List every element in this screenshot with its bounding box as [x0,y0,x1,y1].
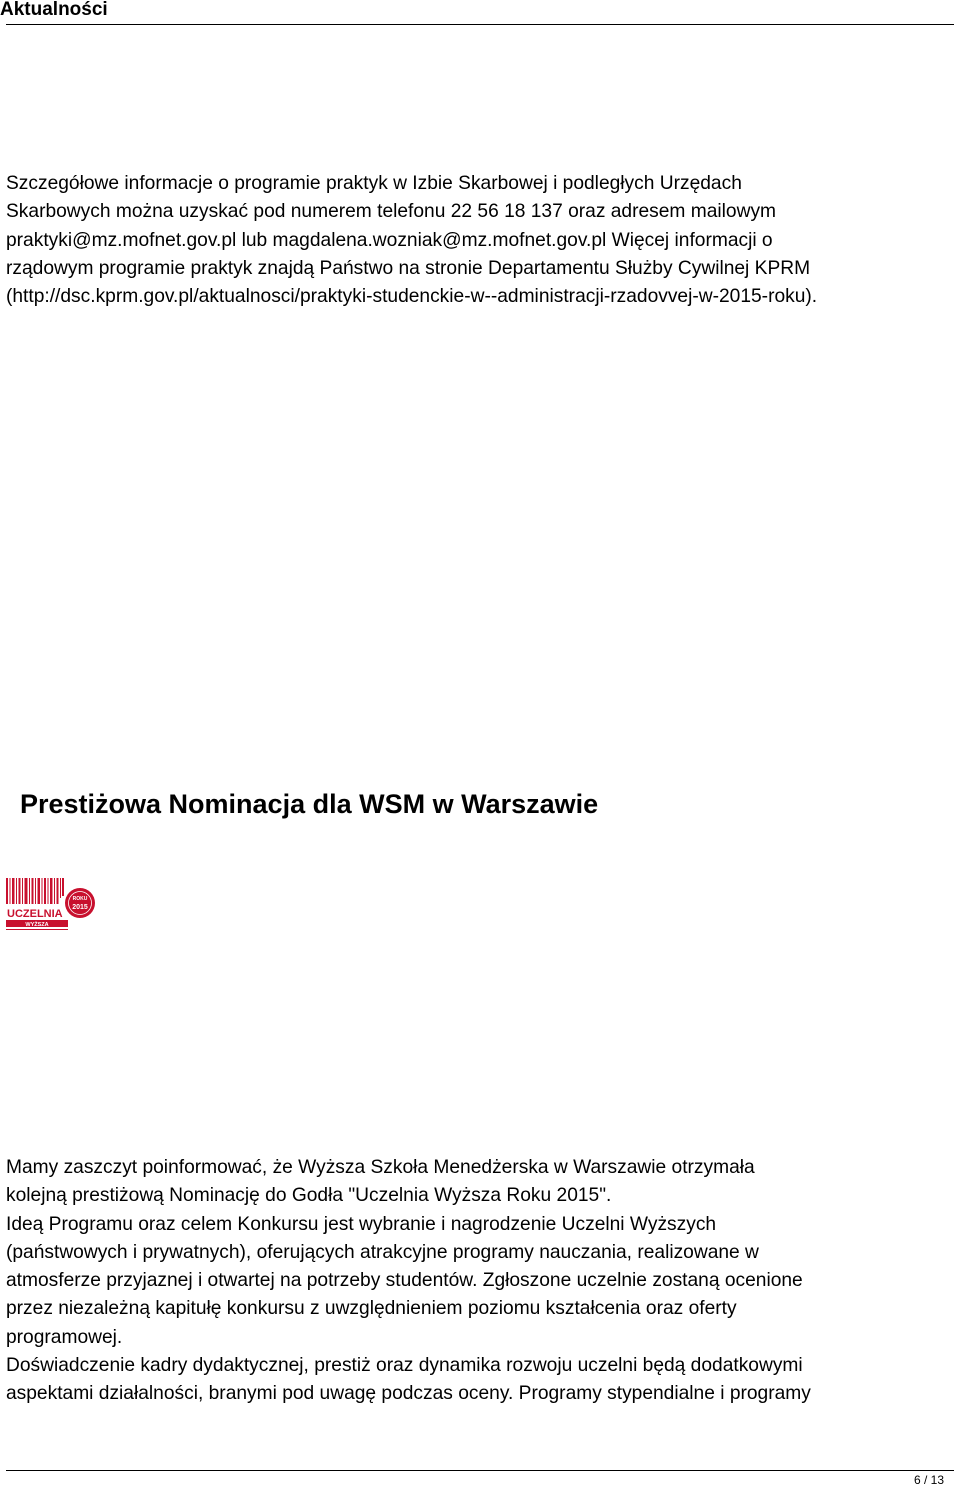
article-title: Prestiżowa Nominacja dla WSM w Warszawie [20,789,599,819]
logo-text-sub: WYŻSZA [25,922,49,928]
article-body-paragraph [6,1154,956,1409]
paragraph-line: kolejną prestiżową Nominację do Godła "Uczelnia Wyższa Roku 2015". [6,1185,612,1207]
logo-badge-year: 2015 [72,904,88,911]
paragraph-line: Doświadczenie kadry dydaktycznej, prestiż oraz dynamika rozwoju uczelni będą dodatkowymi [6,1355,803,1377]
paragraph-line: rządowym programie praktyk znajdą Państwo na stronie Departamentu Służby Cywilnej KPRM [6,257,811,279]
paragraph-line: Mamy zaszczyt poinformować, że Wyższa Szkoła Menedżerska w Warszawie otrzymała [6,1157,755,1178]
header-divider [6,24,954,25]
footer-divider [6,1470,954,1471]
paragraph-line: Ideą Programu oraz celem Konkursu jest wybranie i nagrodzenie Uczelni Wyższych [6,1213,717,1235]
page-header-title: Aktualności [0,0,108,20]
logo-graphic [6,876,96,934]
internship-info-paragraph [6,170,956,311]
paragraph-line: aspektami działalności, branymi pod uwagę podczas oceny. Programy stypendialne i programy [6,1383,811,1405]
paragraph-line: praktyki@mz.mofnet.gov.pl lub magdalena.wozniak@mz.mofnet.gov.pl Więcej informacji o [6,229,773,251]
paragraph-line: Szczegółowe informacje o programie praktyk w Izbie Skarbowej i podległych Urzędach [6,173,742,194]
paragraph-line: programowej. [6,1326,123,1348]
uczelnia-wyzsza-roku-logo [6,876,96,934]
paragraph-line: (państwowych i prywatnych), oferujących atrakcyjne programy nauczania, realizowane w [6,1241,759,1263]
paragraph-line: atmosferze przyjaznej i otwartej na potrzeby studentów. Zgłoszone uczelnie zostaną ocenione [6,1270,803,1292]
logo-badge-top: ROKU [72,896,88,902]
paragraph-line: Skarbowych można uzyskać pod numerem telefonu 22 56 18 137 oraz adresem mailowym [6,201,777,223]
page-number: 6 / 13 [913,1473,944,1487]
logo-text-main: UCZELNIA [7,908,63,920]
paragraph-line: przez niezależną kapitułę konkursu z uwzględnieniem poziomu kształcenia oraz oferty [6,1298,737,1320]
paragraph-line: (http://dsc.kprm.gov.pl/aktualnosci/praktyki-studenckie-w--administracji-rzadovvej-w-2015-roku). [6,286,818,308]
